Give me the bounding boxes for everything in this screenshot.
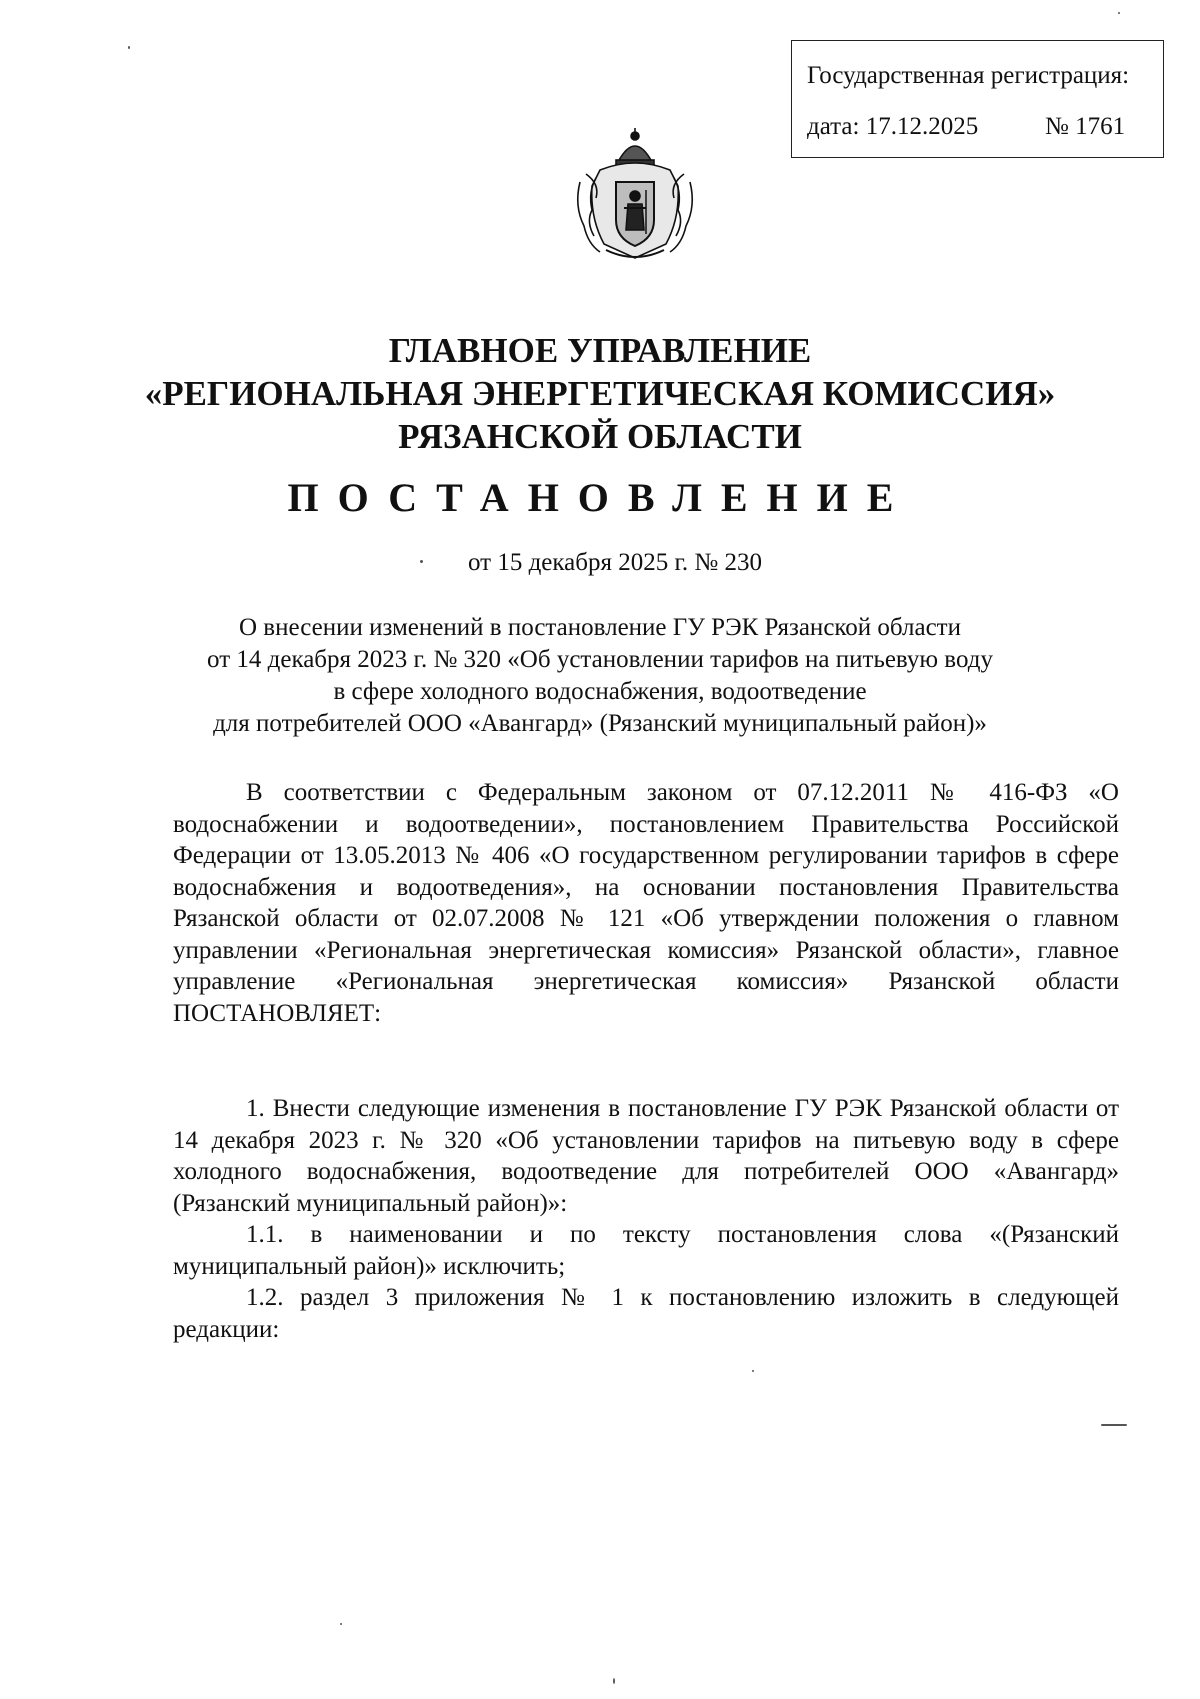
registration-date: дата: 17.12.2025 bbox=[807, 113, 979, 140]
scan-speck bbox=[1118, 12, 1120, 14]
item-1-1: 1.1. в наименовании и по тексту постановления слова «(Рязанский муниципальный район)» исключить; bbox=[173, 1221, 1119, 1280]
ryazan-coat-of-arms-icon bbox=[566, 126, 704, 266]
decree-word: ПОСТАНОВЛЯЕТ: bbox=[173, 999, 382, 1027]
organization-line-1: ГЛАВНОЕ УПРАВЛЕНИЕ bbox=[388, 331, 812, 370]
scan-speck bbox=[613, 1678, 615, 1684]
preamble-text: В соответствии с Федеральным законом от 07.12.2011 № 416-ФЗ «О водоснабжении и водоотведении», постановлением Правительства Российской Федерации от 13.05.2013 № 406 «О государственном регулировании тарифов в сфере водоснабжения и водоотведения», на основании постановления Правительства Рязанской области от 02.07.2008 № 121 «Об утверждении положения о главном управлении «Региональная энергетическая комиссия» Рязанской области», главное управление «Региональная энергетическая комиссия» Рязанской области bbox=[173, 779, 1119, 995]
scan-speck bbox=[752, 1370, 754, 1372]
document-subject bbox=[0, 612, 1200, 740]
subject-line-1: О внесении изменений в постановление ГУ РЭК Рязанской области bbox=[239, 614, 961, 641]
item-1-2: 1.2. раздел 3 приложения № 1 к постановлению изложить в следующей редакции: bbox=[173, 1284, 1119, 1343]
scan-speck bbox=[1101, 1424, 1127, 1426]
subject-line-2: от 14 декабря 2023 г. № 320 «Об установлении тарифов на питьевую воду bbox=[207, 646, 993, 673]
registration-stamp bbox=[791, 40, 1164, 158]
registration-title: Государственная регистрация: bbox=[807, 62, 1130, 89]
scan-speck bbox=[128, 46, 130, 49]
item-1: 1. Внести следующие изменения в постановление ГУ РЭК Рязанской области от 14 декабря 2023 г. № 320 «Об установлении тарифов на питьевую воду в сфере холодного водоснабжения, водоотведение для потребителей ООО «Авангард» (Рязанский муниципальный район)»: bbox=[173, 1095, 1119, 1217]
scan-speck bbox=[340, 1623, 342, 1625]
preamble bbox=[173, 777, 1119, 1029]
document-date-number: от 15 декабря 2025 г. № 230 bbox=[467, 549, 763, 576]
resolution-items bbox=[173, 1093, 1119, 1345]
document-type: ПОСТАНОВЛЕНИЕ bbox=[287, 475, 913, 520]
subject-line-4: для потребителей ООО «Авангард» (Рязанский муниципальный район)» bbox=[213, 710, 987, 737]
organization-line-2: «РЕГИОНАЛЬНАЯ ЭНЕРГЕТИЧЕСКАЯ КОМИССИЯ» bbox=[144, 374, 1056, 413]
registration-number: № 1761 bbox=[1045, 113, 1126, 140]
organization-name bbox=[0, 329, 1200, 458]
subject-line-3: в сфере холодного водоснабжения, водоотведение bbox=[333, 678, 867, 705]
organization-line-3: РЯЗАНСКОЙ ОБЛАСТИ bbox=[398, 417, 802, 456]
scan-speck bbox=[420, 560, 423, 563]
